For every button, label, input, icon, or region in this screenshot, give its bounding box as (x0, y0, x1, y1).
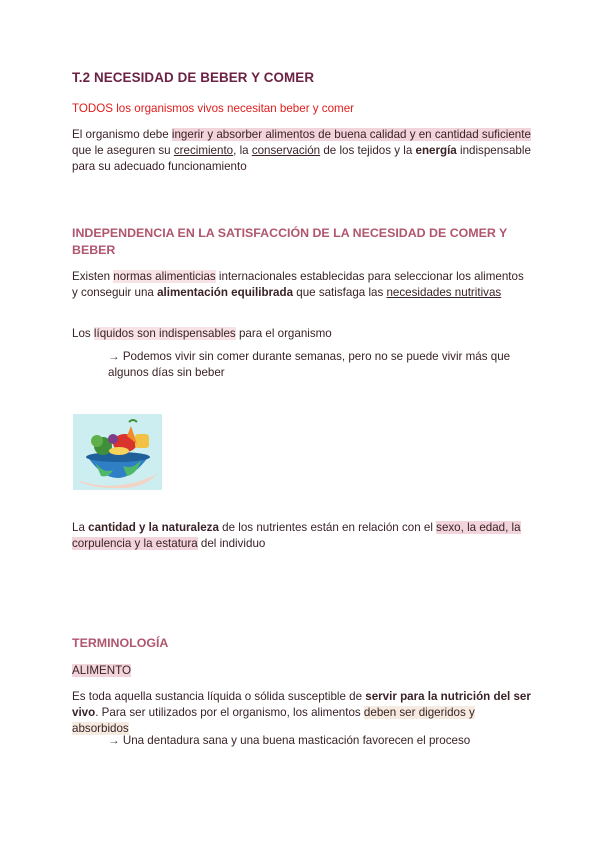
highlighted-term: ALIMENTO (72, 664, 132, 677)
term-alimento (72, 663, 532, 679)
bold-text: cantidad y la naturaleza (88, 521, 219, 534)
page-title: T.2 NECESIDAD DE BEBER Y COMER (72, 70, 315, 85)
text-run: , la (233, 144, 252, 157)
text-run: Existen (72, 270, 114, 283)
text-run: de los nutrientes están en relación con el (218, 521, 437, 534)
highlighted-text: sexo, la edad, la corpulencia y la estatura (72, 521, 521, 550)
bold-text: alimentación equilibrada (157, 286, 294, 299)
underlined-text: conservación (251, 144, 321, 157)
paragraph-liquidos (72, 326, 532, 342)
food-bowl-illustration (73, 414, 162, 490)
text-run: La (72, 521, 89, 534)
text-run: Los (72, 327, 94, 340)
arrow-note-masticacion: → Una dentadura sana y una buena masticación favorecen el proceso (108, 734, 471, 747)
text-run: . Para ser utilizados por el organismo, los alimentos (95, 706, 364, 719)
highlighted-text: líquidos son indispensables (93, 327, 236, 340)
highlighted-text: ingerir y absorber alimentos de buena calidad y en cantidad suficiente (171, 128, 531, 141)
bold-text: servir para la nutrición del ser vivo (72, 690, 531, 719)
underlined-text: necesidades nutritivas (386, 286, 502, 299)
text-run: indispensable para su adecuado funcionamiento (72, 144, 531, 173)
bold-text: energía (415, 144, 457, 157)
highlighted-text: deben ser digeridos y absorbidos (72, 706, 475, 735)
text-run: para el organismo (235, 327, 332, 340)
paragraph-organismo (72, 127, 532, 175)
paragraph-nutrientes (72, 520, 532, 552)
text-run: del individuo (197, 537, 266, 550)
underlined-text: crecimiento (173, 144, 234, 157)
text-run: de los tejidos y la (320, 144, 416, 157)
arrow-note-beber: → Podemos vivir sin comer durante semanas, pero no se puede vivir más que algunos días sin beber (108, 350, 511, 379)
section-title-independencia: INDEPENDENCIA EN LA SATISFACCIÓN DE LA NECESIDAD DE COMER Y BEBER (72, 226, 508, 257)
text-run: que satisfaga las (293, 286, 387, 299)
text-run: internacionales establecidas para seleccionar los alimentos y conseguir una (72, 270, 524, 299)
section-title-terminologia: TERMINOLOGÍA (72, 636, 169, 650)
highlighted-text: normas alimenticias (113, 270, 216, 283)
text-run: El organismo debe (72, 128, 172, 141)
text-run: que le aseguren su (72, 144, 174, 157)
text-run: Es toda aquella sustancia líquida o sólida susceptible de (72, 690, 366, 703)
paragraph-normas (72, 269, 532, 301)
paragraph-alimento-definicion (72, 689, 532, 737)
food-bowl-image (73, 414, 162, 490)
intro-red-text: TODOS los organismos vivos necesitan beber y comer (72, 102, 355, 115)
